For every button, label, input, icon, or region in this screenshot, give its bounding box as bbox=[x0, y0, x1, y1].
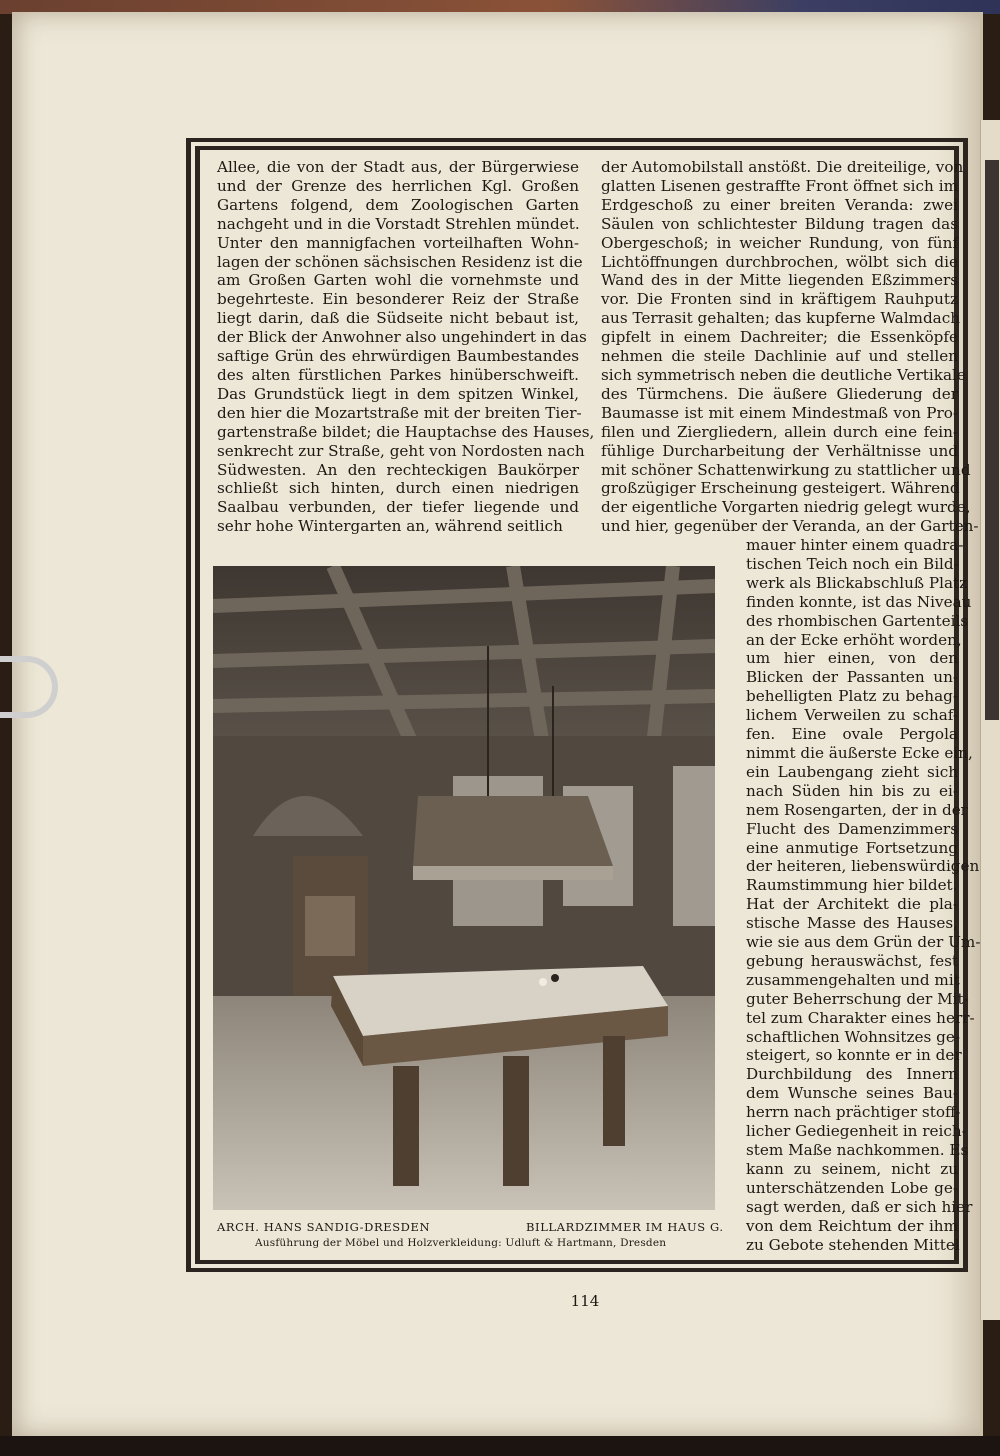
text-line: tischen Teich noch ein Bild- bbox=[746, 554, 959, 573]
text-line: der Blick der Anwohner also ungehindert in das bbox=[217, 328, 587, 347]
text-line: fen. Eine ovale Pergola bbox=[746, 725, 958, 744]
text-line: der Automobilstall anstößt. Die dreiteilige, von bbox=[601, 158, 964, 176]
text-line: Hat der Architekt die pla- bbox=[746, 895, 958, 914]
text-line: guter Beherrschung der Mit- bbox=[746, 989, 969, 1008]
text-line: lagen der schönen sächsischen Residenz ist die bbox=[217, 252, 583, 271]
text-line: Lichtöffnungen durchbrochen, wölbt sich die bbox=[601, 252, 958, 271]
text-line: saftige Grün des ehrwürdigen Baumbestandes bbox=[217, 347, 579, 366]
text-line: Obergeschoß; in weicher Rundung, von fünf bbox=[601, 233, 958, 252]
text-line: zusammengehalten und mit bbox=[746, 970, 960, 989]
text-column-left bbox=[217, 158, 595, 536]
text-line: filen und Ziergliedern, allein durch eine fein- bbox=[601, 422, 958, 441]
text-line: sehr hohe Wintergarten an, während seitlich bbox=[217, 517, 563, 536]
text-line: gartenstraße bildet; die Hauptachse des Hauses, bbox=[217, 422, 595, 441]
text-line: tel zum Charakter eines herr- bbox=[746, 1008, 975, 1027]
caption-credit: Ausführung der Möbel und Holzverkleidung: Udluft & Hartmann, Dresden bbox=[255, 1237, 667, 1249]
caption-title: BILLARDZIMMER IM HAUS G. bbox=[526, 1220, 724, 1234]
text-line: Allee, die von der Stadt aus, der Bürgerwiese bbox=[217, 158, 579, 176]
text-line: werk als Blickabschluß Platz bbox=[746, 573, 968, 592]
text-line: des rhombischen Gartenteils bbox=[746, 611, 969, 630]
text-line: und hier, gegenüber der Veranda, an der Garten- bbox=[601, 517, 979, 536]
text-line: Südwesten. An den rechteckigen Baukörper bbox=[217, 460, 579, 479]
text-line: senkrecht zur Straße, geht von Nordosten nach bbox=[217, 441, 585, 460]
text-line: liegt darin, daß die Südseite nicht bebaut ist, bbox=[217, 309, 579, 328]
text-line: stische Masse des Hauses, bbox=[746, 914, 958, 933]
text-line: nimmt die äußerste Ecke ein, bbox=[746, 743, 973, 762]
text-line: aus Terrasit gehalten; das kupferne Walmdach bbox=[601, 309, 961, 328]
text-line: nachgeht und in die Vorstadt Strehlen mündet. bbox=[217, 214, 580, 233]
text-line: sagt werden, daß er sich hier bbox=[746, 1197, 973, 1216]
text-line: Das Grundstück liegt in dem spitzen Winkel, bbox=[217, 384, 579, 403]
text-line: Wand des in der Mitte liegenden Eßzimmers bbox=[601, 271, 958, 290]
text-line: der heiteren, liebenswürdigen bbox=[746, 857, 980, 876]
adjacent-page-edge bbox=[980, 120, 1000, 1320]
caption-architect: ARCH. HANS SANDIG-DRESDEN bbox=[217, 1220, 431, 1234]
text-line: behelligten Platz zu behag- bbox=[746, 687, 958, 706]
text-line: fühlige Durcharbeitung der Verhältnisse und bbox=[601, 441, 958, 460]
text-line: nach Süden hin bis zu ei- bbox=[746, 781, 958, 800]
text-line: mauer hinter einem quadra- bbox=[746, 536, 964, 554]
text-line: Flucht des Damenzimmers bbox=[746, 819, 958, 838]
book-edge-bottom bbox=[0, 1436, 1000, 1456]
text-line: lichem Verweilen zu schaf- bbox=[746, 706, 958, 725]
text-line: schaftlichen Wohnsitzes ge- bbox=[746, 1027, 960, 1046]
text-line: des Türmchens. Die äußere Gliederung der bbox=[601, 384, 958, 403]
text-line: wie sie aus dem Grün der Um- bbox=[746, 933, 981, 952]
text-line: glatten Lisenen gestraffte Front öffnet sich im bbox=[601, 176, 958, 195]
text-line: Durchbildung des Innern bbox=[746, 1065, 958, 1084]
text-line: nehmen die steile Dachlinie auf und stellen bbox=[601, 347, 958, 366]
text-line: zu Gebote stehenden Mittel bbox=[746, 1235, 960, 1254]
text-line: eine anmutige Fortsetzung bbox=[746, 838, 958, 857]
text-line: Saalbau verbunden, der tiefer liegende und bbox=[217, 498, 579, 517]
text-line: an der Ecke erhöht worden, bbox=[746, 630, 962, 649]
text-line: steigert, so konnte er in der bbox=[746, 1046, 962, 1065]
text-column-right bbox=[601, 158, 979, 536]
page-number: 114 bbox=[570, 1292, 600, 1310]
text-line: begehrteste. Ein besonderer Reiz der Straße bbox=[217, 290, 579, 309]
text-line: unterschätzenden Lobe ge- bbox=[746, 1178, 958, 1197]
text-line: Erdgeschoß zu einer breiten Veranda: zwei bbox=[601, 195, 958, 214]
text-line: Gartens folgend, dem Zoologischen Garten bbox=[217, 195, 579, 214]
text-line: mit schöner Schattenwirkung zu stattlicher und bbox=[601, 460, 971, 479]
text-line: der eigentliche Vorgarten niedrig gelegt wurde, bbox=[601, 498, 971, 517]
text-line: um hier einen, von den bbox=[746, 649, 958, 668]
text-line: vor. Die Fronten sind in kräftigem Rauhputz bbox=[601, 290, 958, 309]
text-line: gebung herauswächst, fest bbox=[746, 951, 958, 970]
text-line: Baumasse ist mit einem Mindestmaß von Pro- bbox=[601, 403, 958, 422]
text-line: Blicken der Passanten un- bbox=[746, 668, 958, 687]
text-line: sich symmetrisch neben die deutliche Vertikale bbox=[601, 365, 966, 384]
text-line: stem Maße nachkommen. Es bbox=[746, 1141, 969, 1159]
text-line: ein Laubengang zieht sich bbox=[746, 762, 958, 781]
text-column-right-narrow bbox=[746, 536, 981, 1254]
text-line: gipfelt in einem Dachreiter; die Essenköpfe bbox=[601, 328, 958, 347]
text-line: großzügiger Erscheinung gesteigert. Während bbox=[601, 479, 960, 498]
text-line: von dem Reichtum der ihm bbox=[746, 1216, 958, 1235]
text-line: finden konnte, ist das Niveau bbox=[746, 592, 972, 611]
text-line: dem Wunsche seines Bau- bbox=[746, 1084, 958, 1103]
text-line: Raumstimmung hier bildet. bbox=[746, 876, 958, 895]
billiard-room-photo bbox=[213, 566, 715, 1210]
text-line: am Großen Garten wohl die vornehmste und bbox=[217, 271, 579, 290]
text-line: und der Grenze des herrlichen Kgl. Großen bbox=[217, 176, 579, 195]
text-line: herrn nach prächtiger stoff- bbox=[746, 1103, 961, 1122]
text-line: des alten fürstlichen Parkes hinüberschweift. bbox=[217, 365, 579, 384]
text-line: licher Gediegenheit in reich- bbox=[746, 1122, 967, 1141]
text-line: kann zu seinem, nicht zu bbox=[746, 1159, 958, 1178]
text-line: nem Rosengarten, der in der bbox=[746, 800, 968, 819]
text-line: den hier die Mozartstraße mit der breiten Tier- bbox=[217, 403, 582, 422]
text-line: schließt sich hinten, durch einen niedrigen bbox=[217, 479, 579, 498]
text-line: Unter den mannigfachen vorteilhaften Wohn- bbox=[217, 233, 579, 252]
text-line: Säulen von schlichtester Bildung tragen das bbox=[601, 214, 958, 233]
